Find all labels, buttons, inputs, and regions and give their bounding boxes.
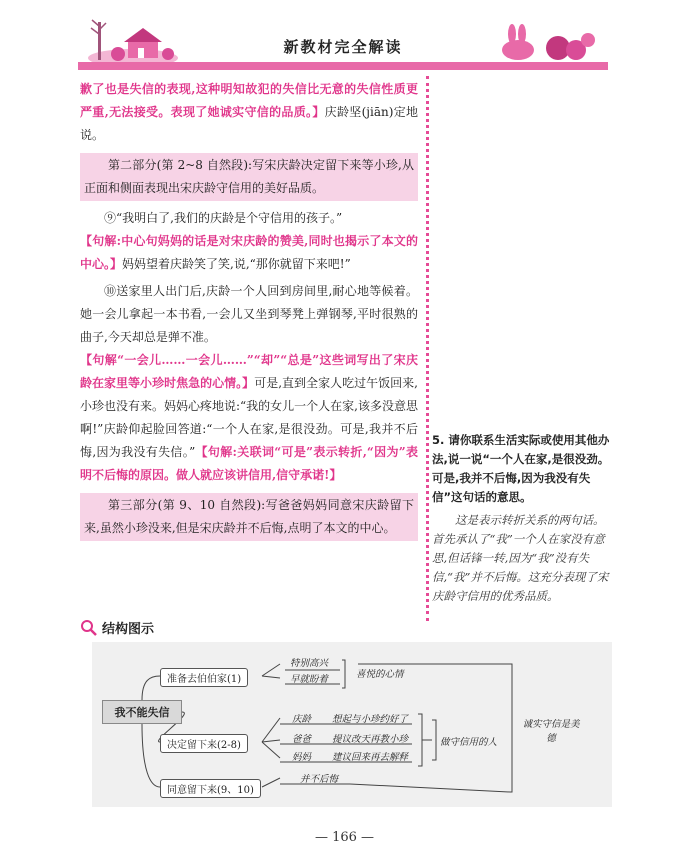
question-text: 5. 请你联系生活实际或使用其他办法,说一说“一个人在家,是很没劲。可是,我并不后悔,因为我没有失信”这句话的意思。 — [432, 433, 610, 504]
answer-text: 这是表示转折关系的两句话。首先承认了“我”一个人在家没有意思,但话锋一转,因为“我”没有失信,“我”并不后悔。这充分表现了宋庆龄守信用的优秀品质。 — [432, 513, 609, 603]
diagram-branch-3: 同意留下来(9、10) — [160, 779, 261, 798]
sentence-note: 【句解:关联词“可是”表示转折,“因为”表明不后悔的原因。做人就应该讲信用,信守承诺!】 — [80, 445, 419, 482]
diagram-summary: 做守信用的人 — [440, 737, 498, 748]
section-summary-3: 第三部分(第 9、10 自然段):写爸爸妈妈同意宋庆龄留下来,虽然小珍没来,但是宋庆龄并不后悔,点明了本文的中心。 — [80, 493, 418, 541]
diagram-row-what: 提议改天再教小珍 — [332, 734, 409, 745]
diagram-leaf: 早就盼着 — [290, 674, 329, 685]
paragraph-text: 庆龄坚(jiān)定地说。 — [80, 105, 419, 142]
paragraph-text: ⑩送家里人出门后,庆龄一个人回到房间里,耐心地等候着。她一会儿拿起一本书看,一会儿又坐到琴凳上弹钢琴,平时很熟的曲子,今天却总是弹不准。 — [80, 284, 418, 344]
diagram-leaf: 特别高兴 — [290, 658, 329, 669]
diagram-leaf: 并不后悔 — [300, 774, 339, 785]
diagram-row-what: 建议回来再去解释 — [332, 752, 409, 763]
diagram-row-who: 庆龄 — [292, 714, 312, 725]
page-number: — 166 — — [314, 830, 375, 845]
sentence-note: 【句解“一会儿……一会儿……”“却”“总是”这些词写出了宋庆龄在家里等小珍时焦急的心情。】 — [80, 353, 418, 390]
diagram-summary: 喜悦的心情 — [356, 669, 404, 680]
paragraph-text: 妈妈望着庆龄笑了笑,说,“那你就留下来吧!” — [122, 257, 351, 271]
section-summary-2: 第二部分(第 2~8 自然段):写宋庆龄决定留下来等小珍,从正面和侧面表现出宋庆龄守信用的美好品质。 — [80, 153, 418, 201]
diagram-root: 我不能失信 — [102, 700, 182, 724]
diagram-branch-1: 准备去伯伯家(1) — [160, 668, 248, 687]
paragraph-text: 可是,直到全家人吃过午饭回来,小珍也没有来。妈妈心疼地说:“我的女儿一个人在家,该多没意思啊!”庆龄仰起脸回答道:“一个人在家,是很没劲。可是,我并不后悔,因为我没有失信。” — [80, 376, 418, 459]
structure-title-text: 结构图示 — [102, 622, 155, 637]
diagram-row-who: 爸爸 — [292, 734, 312, 745]
page-title: 新教材完全解读 — [283, 38, 403, 56]
sentence-note: 【句解:中心句妈妈的话是对宋庆龄的赞美,同时也揭示了本文的中心。】 — [80, 234, 418, 271]
diagram-row-who: 妈妈 — [292, 752, 312, 763]
sentence-note: 歉了也是失信的表现,这种明知故犯的失信比无意的失信性质更严重,无法接受。表现了她诚实守信的品质。】 — [80, 82, 418, 119]
diagram-branch-2: 决定留下来(2-8) — [160, 734, 248, 753]
diagram-final: 诚实守信是美德 — [522, 719, 580, 744]
paragraph-text: ⑨“我明白了,我们的庆龄是个守信用的孩子。” — [104, 211, 343, 225]
diagram-row-what: 想起与小珍约好了 — [332, 714, 409, 725]
